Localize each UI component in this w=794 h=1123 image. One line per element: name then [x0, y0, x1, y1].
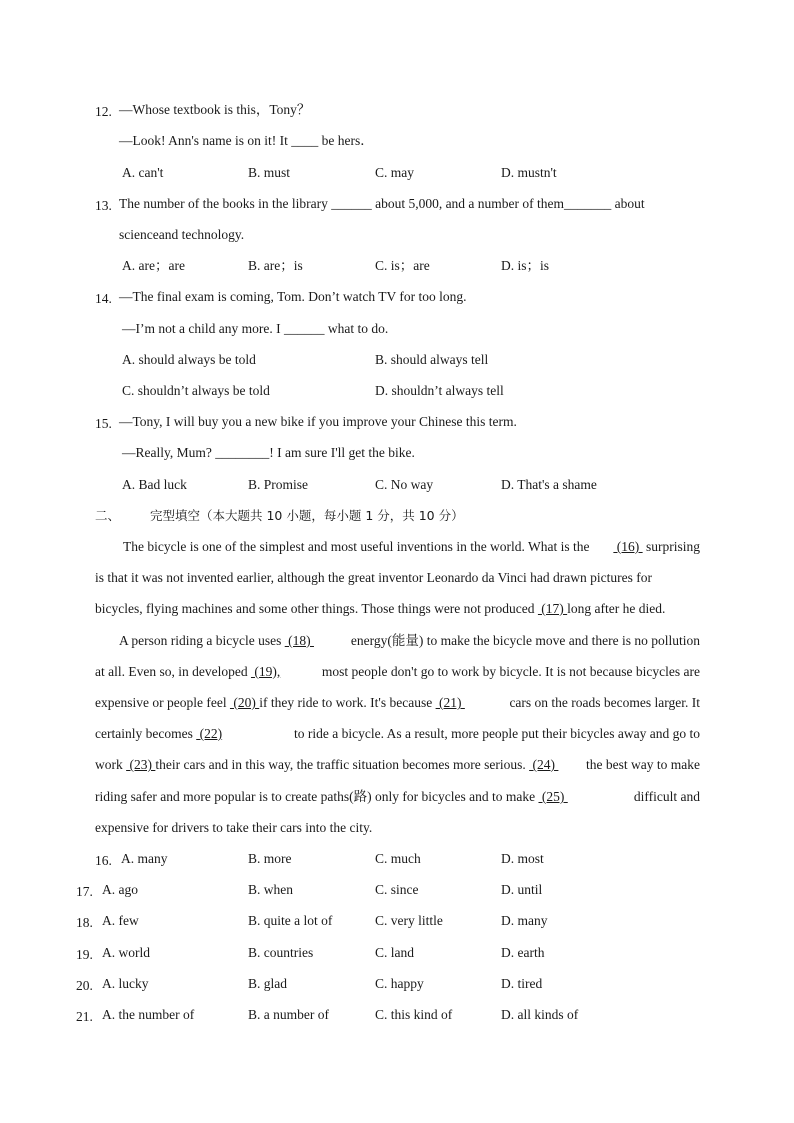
- option-b: B. quite a lot of: [248, 913, 333, 928]
- question-number: 12.: [95, 104, 112, 119]
- option-c: C. is；are: [375, 258, 430, 273]
- passage-line: [95, 695, 700, 711]
- passage-text: long after he died.: [567, 601, 666, 616]
- option-c: C. much: [375, 851, 421, 866]
- option-c: C. this kind of: [375, 1007, 453, 1022]
- question-stem: —Tony, I will buy you a new bike if you improve your Chinese this term.: [119, 414, 517, 429]
- blank-24: (24): [529, 757, 559, 772]
- passage-text: the best way to make: [582, 757, 700, 772]
- option-d: D. most: [501, 851, 544, 866]
- passage-text: is that it was not invented earlier, although the great inventor Leonardo da Vinci had drawn pictures for: [95, 570, 652, 585]
- question-stem: —I’m not a child any more. I ______ what to do.: [122, 321, 389, 336]
- option-d: D. shouldn’t always tell: [375, 383, 504, 398]
- option-b: B. countries: [248, 945, 314, 960]
- blank-21: (21): [435, 695, 465, 710]
- question-stem: —Whose textbook is this，Tony？: [119, 102, 311, 117]
- blank-25: (25): [538, 789, 568, 804]
- option-d: D. is；is: [501, 258, 550, 273]
- passage-text: surprising: [642, 539, 700, 554]
- passage-line: [123, 539, 700, 555]
- option-d: D. many: [501, 913, 548, 928]
- passage-line: [95, 664, 700, 680]
- passage-text: at all. Even so, in developed: [95, 664, 251, 679]
- question-stem: —The final exam is coming, Tom. Don’t watch TV for too long.: [119, 289, 467, 304]
- question-number: 17.: [76, 884, 93, 899]
- section-title: 完型填空（本大题共 10 小题，每小题 1 分，共 10 分）: [150, 508, 464, 523]
- passage-text: certainly becomes: [95, 726, 197, 741]
- option-a: A. world: [102, 945, 150, 960]
- passage-line: [95, 726, 700, 742]
- question-number: 14.: [95, 291, 112, 306]
- passage-line: expensive for drivers to take their cars into the city.: [95, 820, 373, 835]
- passage-text: expensive or people feel: [95, 695, 230, 710]
- option-d: D. That's a shame: [501, 477, 597, 492]
- option-a: A. can't: [122, 165, 164, 180]
- blank-22: (22): [196, 726, 223, 741]
- option-c: C. shouldn’t always be told: [122, 383, 270, 398]
- passage-line: [119, 633, 700, 649]
- passage-text: riding safer and more popular is to create paths(路) only for bicycles and to make: [95, 789, 539, 804]
- blank-17: (17): [537, 601, 568, 616]
- option-a: A. the number of: [102, 1007, 195, 1022]
- passage-text: cars on the roads becomes larger. It: [509, 695, 700, 710]
- question-number: 21.: [76, 1009, 93, 1024]
- option-b: B. must: [248, 165, 291, 180]
- option-a: A. are；are: [122, 258, 185, 273]
- passage-text: difficult and: [630, 789, 700, 804]
- option-d: D. earth: [501, 945, 545, 960]
- option-c: C. land: [375, 945, 414, 960]
- section-number: 二、: [95, 508, 121, 523]
- option-b: B. are；is: [248, 258, 303, 273]
- question-stem: scienceand technology.: [119, 227, 245, 242]
- option-c: C. happy: [375, 976, 424, 991]
- option-d: D. until: [501, 882, 543, 897]
- passage-text: A person riding a bicycle uses: [119, 633, 285, 648]
- passage-text: if they ride to work. It's because: [259, 695, 436, 710]
- passage-text: most people don't go to work by bicycle. It is not because bicycles are: [318, 664, 700, 679]
- option-a: A. Bad luck: [122, 477, 187, 492]
- option-a: A. few: [102, 913, 139, 928]
- blank-23: (23): [126, 757, 156, 772]
- passage-line: [95, 601, 665, 617]
- option-c: C. very little: [375, 913, 443, 928]
- passage-line: [95, 789, 700, 805]
- passage-text: to ride a bicycle. As a result, more people put their bicycles away and go to: [294, 726, 700, 741]
- option-c: C. since: [375, 882, 419, 897]
- option-a: A. lucky: [102, 976, 149, 991]
- blank-20: (20): [229, 695, 260, 710]
- option-d: D. all kinds of: [501, 1007, 579, 1022]
- option-a: A. should always be told: [122, 352, 256, 367]
- blank-18: (18): [284, 633, 314, 648]
- question-stem: —Really, Mum? ________! I am sure I'll get the bike.: [122, 445, 415, 460]
- passage-line: [95, 757, 700, 773]
- question-number: 18.: [76, 915, 93, 930]
- option-d: D. tired: [501, 976, 543, 991]
- passage-text: The bicycle is one of the simplest and most useful inventions in the world. What is the: [123, 539, 593, 554]
- passage-text: energy(能量) to make the bicycle move and there is no pollution: [347, 633, 700, 648]
- option-b: B. should always tell: [375, 352, 489, 367]
- blank-19: (19),: [250, 664, 281, 679]
- option-b: B. a number of: [248, 1007, 329, 1022]
- option-a: A. ago: [102, 882, 138, 897]
- option-b: B. Promise: [248, 477, 309, 492]
- passage-text: their cars and in this way, the traffic situation becomes more serious.: [155, 757, 530, 772]
- question-number: 13.: [95, 198, 112, 213]
- option-b: B. glad: [248, 976, 287, 991]
- question-number: 15.: [95, 416, 112, 431]
- passage-text: work: [95, 757, 127, 772]
- passage-text: bicycles, flying machines and some other things. Those things were not produced: [95, 601, 538, 616]
- question-stem: The number of the books in the library ______ about 5,000, and a number of them_______ about: [119, 196, 645, 211]
- blank-16: (16): [613, 539, 643, 554]
- option-c: C. may: [375, 165, 414, 180]
- option-b: B. more: [248, 851, 292, 866]
- question-number: 20.: [76, 978, 93, 993]
- question-number: 16.: [95, 853, 112, 868]
- option-c: C. No way: [375, 477, 434, 492]
- passage-line: [95, 570, 700, 586]
- question-number: 19.: [76, 947, 93, 962]
- option-b: B. when: [248, 882, 293, 897]
- option-d: D. mustn't: [501, 165, 557, 180]
- question-stem: —Look! Ann's name is on it! It ____ be hers．: [119, 133, 374, 148]
- option-a: A. many: [121, 851, 168, 866]
